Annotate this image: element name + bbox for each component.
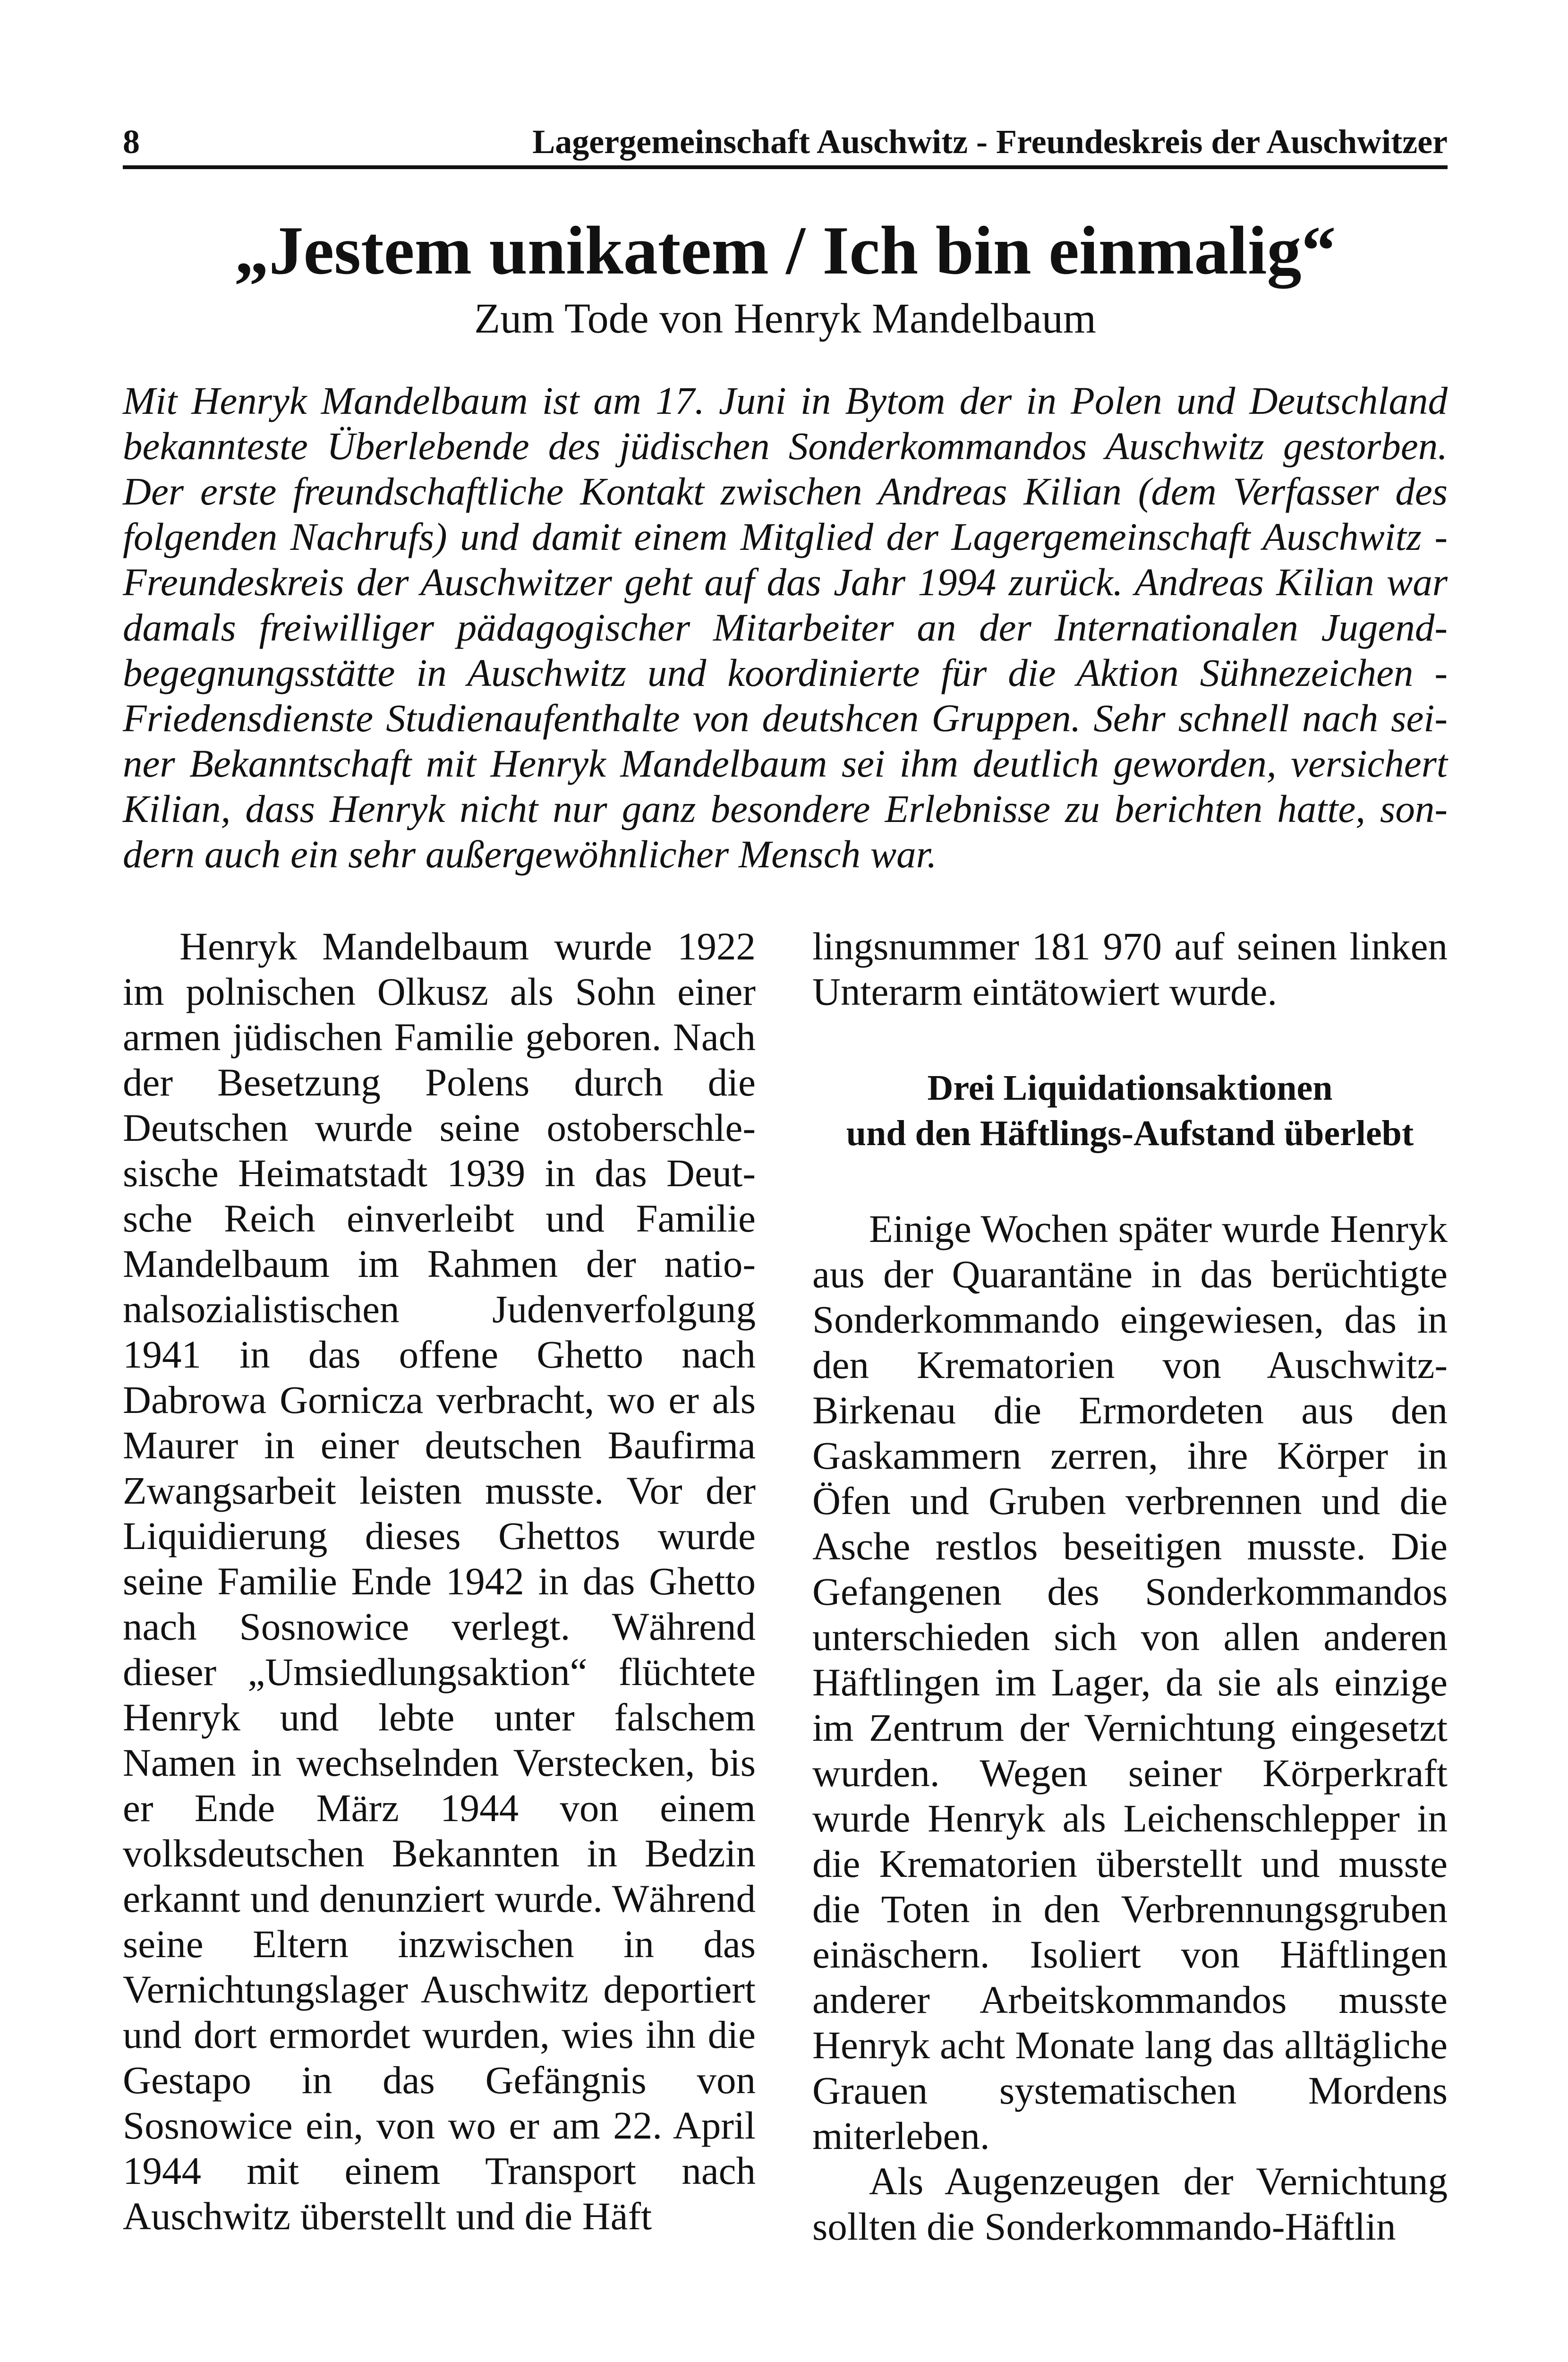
body-paragraph: Henryk Mandelbaum wurde 1922 im polnischen Olkusz als Sohn einer armen jüdischen Familie geboren. Nach der Besetzung Polens durch die Deutschen wurde seine ostoberschlesische Heimatstadt 1939 in das Deutsche Reich einverleibt und Familie Mandelbaum im Rahmen der nationalsozialistischen Judenverfolgung 1941 in das offene Ghetto nach Dabrowa Gornicza verbracht, wo er als Maurer in einer deutschen Baufirma Zwangsarbeit leisten musste. Vor der Liquidierung dieses Ghettos wurde seine Familie Ende 1942 in das Ghetto nach Sosnowice verlegt. Während dieser „Umsiedlungsaktion“ flüchtete Henryk und lebte unter falschem Namen in wechselnden Verstecken, bis er Ende März 1944 von einem volksdeutschen Bekannten in Bedzin erkannt und denunziert wurde. Während seine Eltern inzwischen in das Vernichtungslager Auschwitz deportiert und dort ermordet wurden, wies ihn die Gestapo in das Gefängnis von Sosnowice ein, von wo er am 22. April 1944 mit einem Transport nach Auschwitz überstellt und die Häft — [123, 924, 756, 2238]
page-number: 8 — [123, 123, 140, 161]
running-header — [123, 118, 1448, 169]
article-subtitle: Zum Tode von Henryk Mandelbaum — [474, 295, 1096, 342]
intro-paragraph: Mit Henryk Mandelbaum ist am 17. Juni in Bytom der in Polen und Deutschland bekannteste Überlebende des jüdischen Sonderkommandos Auschwitz gestorben. Der erste freundschaftliche Kontakt zwischen Andreas Kilian (dem Verfasser des folgenden Nachrufs) und damit einem Mitglied der Lagergemeinschaft Auschwitz - Freundeskreis der Auschwitzer geht auf das Jahr 1994 zurück. Andreas Kilian war damals freiwilliger pädagogischer Mitarbeiter an der Internationalen Jugendbegegnungsstätte in Auschwitz und koordinierte für die Aktion Sühnezeichen - Friedensdienste Studienaufenthalte von deutshcen Gruppen. Sehr schnell nach seiner Bekanntschaft mit Henryk Mandelbaum sei ihm deutlich geworden, versichert Kilian, dass Henryk nicht nur ganz besondere Erlebnisse zu berichten hatte, sondern auch ein sehr außergewöhnlicher Mensch war. — [123, 379, 1448, 876]
right-column — [812, 924, 1448, 2249]
body-paragraph: Einige Wochen später wurde Henryk aus der Quarantäne in das berüchtigte Sonderkommando eingewiesen, das in den Krematorien von Auschwitz-Birkenau die Ermordeten aus den Gaskammern zerren, ihre Körper in Öfen und Gruben verbrennen und die Asche restlos beseitigen musste. Die Gefangenen des Sonderkommandos unterschieden sich von allen anderen Häftlingen im Lager, da sie als einzige im Zentrum der Vernichtung eingesetzt wurden. Wegen seiner Körperkraft wurde Henryk als Leichenschlepper in die Krematorien überstellt und musste die Toten in den Verbrennungsgruben einäschern. Isoliert von Häftlingen anderer Arbeitskommandos musste Henryk acht Monate lang das alltägliche Grauen systematischen Mordens miterleben. — [812, 1207, 1448, 2157]
section-heading-line-2: und den Häftlings-Aufstand überlebt — [846, 1113, 1414, 1153]
body-paragraph: Als Augenzeugen der Vernichtung sollten die Sonderkommando-Häftlin — [812, 2159, 1448, 2248]
left-column — [123, 924, 756, 2239]
article-title: „Jestem unikatem / Ich bin einmalig“ — [234, 212, 1336, 289]
section-heading — [812, 1065, 1448, 1156]
section-heading-line-1: Drei Liquidationsaktionen — [927, 1068, 1333, 1108]
journal-title: Lagergemeinschaft Auschwitz - Freundeskreis der Auschwitzer — [532, 123, 1448, 161]
body-paragraph-continuation: lingsnummer 181 970 auf seinen linken Unterarm eintätowiert wurde. — [812, 924, 1448, 1013]
